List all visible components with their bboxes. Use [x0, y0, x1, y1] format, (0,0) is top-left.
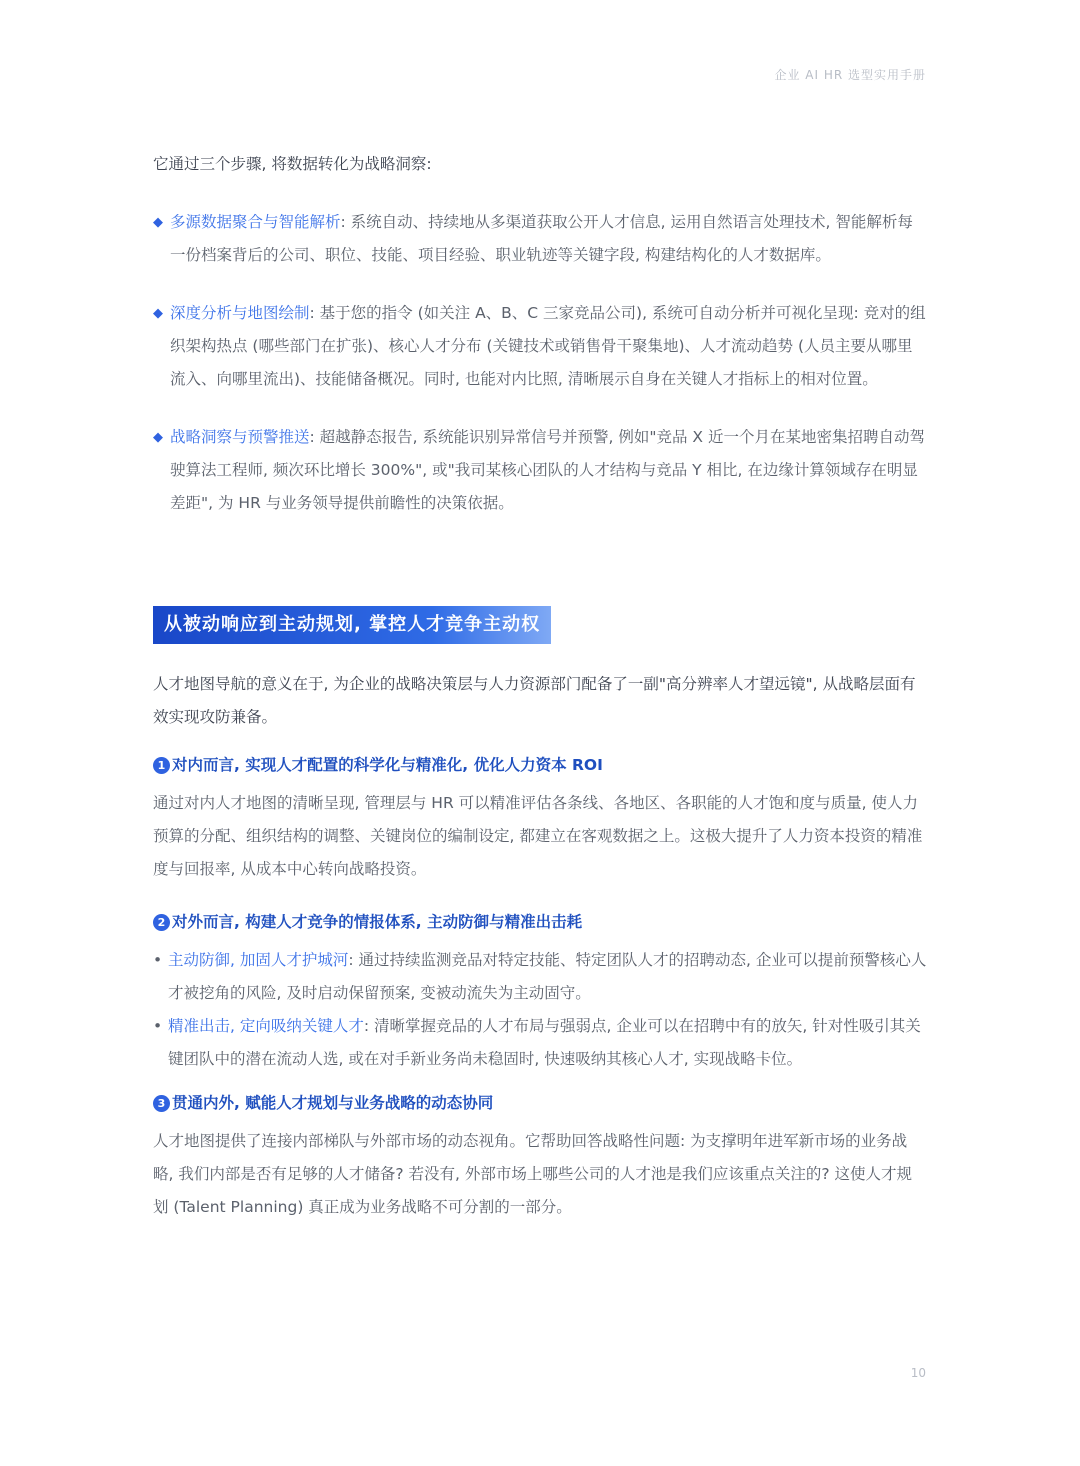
diamond-bullet-icon: ◆	[153, 215, 163, 230]
step-item	[153, 297, 927, 396]
item-keyword: 精准出击, 定向吸纳关键人才	[168, 1017, 364, 1035]
list-item	[153, 1010, 927, 1076]
subheading-title: 贯通内外, 赋能人才规划与业务战略的动态协同	[172, 1094, 494, 1112]
subheading-2	[153, 910, 927, 934]
section-banner: 从被动响应到主动规划, 掌控人才竞争主动权	[153, 606, 551, 644]
dot-bullet-icon: •	[153, 1017, 163, 1035]
diamond-bullet-icon: ◆	[153, 430, 163, 445]
subheading-1	[153, 753, 927, 777]
number-3-icon: 3	[153, 1095, 170, 1112]
dot-bullet-icon: •	[153, 951, 163, 969]
step-text: : 基于您的指令 (如关注 A、B、C 三家竞品公司), 系统可自动分析并可视化呈现: 竞对的组织架构热点 (哪些部门在扩张)、核心人才分布 (关键技术或销售骨干聚集地)、人才流动趋势 (人员主要从哪里流入、向哪里流出)、技能储备概况。同时, 也能对内比照, 清晰展示自身在关键人才指标上的相对位置。	[170, 304, 926, 388]
item-text: : 通过持续监测竞品对特定技能、特定团队人才的招聘动态, 企业可以提前预警核心人才被挖角的风险, 及时启动保留预案, 变被动流失为主动固守。	[168, 951, 927, 1002]
subheading-title: 对外而言, 构建人才竞争的情报体系, 主动防御与精准出击耗	[172, 913, 583, 931]
paragraph-1: 通过对内人才地图的清晰呈现, 管理层与 HR 可以精准评估各条线、各地区、各职能的人才饱和度与质量, 使人力预算的分配、组织结构的调整、关键岗位的编制设定, 都建立在客观数据之上。这极大提升了人力资本投资的精准度与回报率, 从成本中心转向战略投资。	[153, 794, 923, 878]
number-1-icon: 1	[153, 757, 170, 774]
subheading-title: 对内而言, 实现人才配置的科学化与精准化, 优化人力资本 ROI	[172, 756, 603, 774]
paragraph-3: 人才地图提供了连接内部梯队与外部市场的动态视角。它帮助回答战略性问题: 为支撑明年进军新市场的业务战略, 我们内部是否有足够的人才储备? 若没有, 外部市场上哪些公司的人才池是我们应该重点关注的? 这使人才规划 (Talent Planning) 真正成为业务战略不可分割的一部分。	[153, 1132, 913, 1216]
step-keyword: 战略洞察与预警推送	[170, 428, 310, 446]
item-keyword: 主动防御, 加固人才护城河	[168, 951, 349, 969]
diamond-bullet-icon: ◆	[153, 306, 163, 321]
step-item	[153, 421, 927, 520]
intro-text: 它通过三个步骤, 将数据转化为战略洞察:	[153, 155, 432, 173]
subheading-3	[153, 1091, 927, 1115]
item-text: : 清晰掌握竞品的人才布局与强弱点, 企业可以在招聘中有的放矢, 针对性吸引其关键团队中的潜在流动人选, 或在对手新业务尚未稳固时, 快速吸纳其核心人才, 实现战略卡位。	[168, 1017, 921, 1068]
running-header: 企业 AI HR 选型实用手册	[774, 68, 926, 82]
list-item	[153, 944, 927, 1010]
step-list	[153, 206, 927, 520]
step-text: : 系统自动、持续地从多渠道获取公开人才信息, 运用自然语言处理技术, 智能解析每一份档案背后的公司、职位、技能、项目经验、职业轨迹等关键字段, 构建结构化的人才数据库。	[170, 213, 913, 264]
step-item	[153, 206, 927, 272]
number-2-icon: 2	[153, 914, 170, 931]
page-content	[153, 148, 927, 1224]
page-number: 10	[910, 1366, 926, 1380]
step-keyword: 多源数据聚合与智能解析	[170, 213, 341, 231]
step-text: : 超越静态报告, 系统能识别异常信号并预警, 例如"竞品 X 近一个月在某地密集招聘自动驾驶算法工程师, 频次环比增长 300%", 或"我司某核心团队的人才结构与竞品 Y 相比, 在边缘计算领域存在明显差距", 为 HR 与业务领导提供前瞻性的决策依据。	[170, 428, 925, 512]
step-keyword: 深度分析与地图绘制	[170, 304, 310, 322]
section-lead: 人才地图导航的意义在于, 为企业的战略决策层与人力资源部门配备了一副"高分辨率人才望远镜", 从战略层面有效实现攻防兼备。	[153, 675, 916, 726]
paragraph-2-list	[153, 944, 927, 1076]
